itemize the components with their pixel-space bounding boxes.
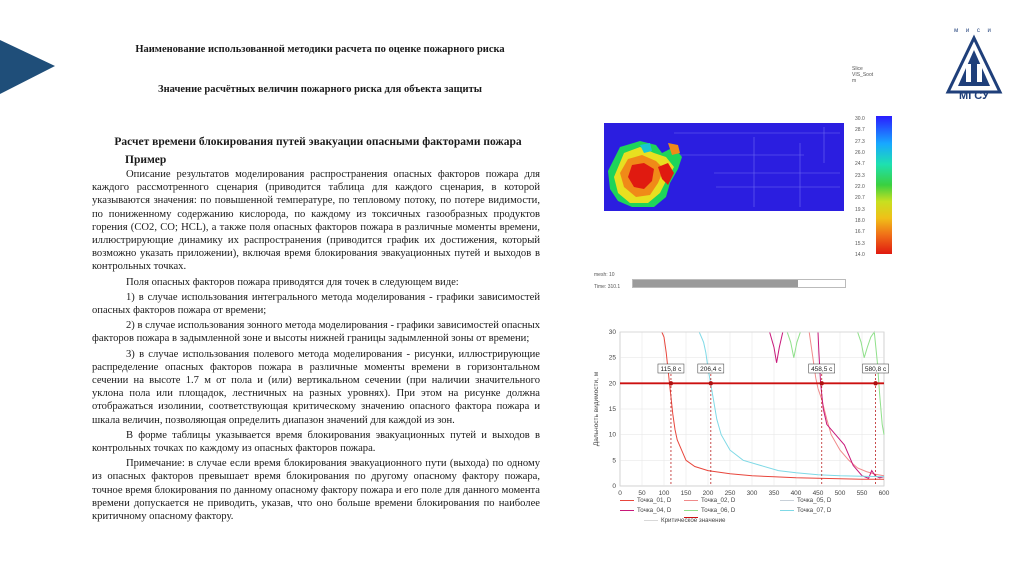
colorbar-tick: 28.7 bbox=[855, 127, 865, 134]
logo-emblem bbox=[944, 34, 1004, 96]
annotation-label: 580,8 с bbox=[864, 366, 887, 373]
legend-item bbox=[620, 497, 671, 504]
legend-label: Точка_06, D bbox=[701, 507, 736, 514]
legend-label: Точка_04, D bbox=[637, 507, 672, 514]
legend-swatch bbox=[684, 510, 698, 511]
time-label: Time: 310.1 bbox=[594, 284, 621, 290]
colorbar-tick: 23.3 bbox=[855, 172, 865, 179]
colorbar-tick: 27.3 bbox=[855, 138, 865, 145]
paragraph: Описание результатов моделирования распространения опасных факторов пожара для каждого рассмотренного сценария (приводится таблица для каждого сценария, в которой указываются значения: по повышенной температуре, по тепловому потоку, по потере видимости, по пониженному содержанию кислорода, по каждому из токсичных газообразных продуктов горения (CO2, CO; HCL), а также поля опасных факторов пожара в различные моменты времени, иллюстрирующие динамику их распространения (приводится график их достижения, который возможно указать приложении), включая время блокирования эвакуационных путей и выходов в контрольных точках. bbox=[92, 169, 540, 273]
annotation-label: 458,5 с bbox=[811, 366, 833, 373]
paragraph: Примечание: в случае если время блокирования эвакуационного пути (выхода) по одному из опасных факторов превышает время блокирования по другому опасному фактору пожара, точное время блокирования по данному опасному фактору пожара и его поле для данного момента времени допускается не приводить, указав, что оно больше времени блокирования по наиболее критичному опасному фактору. bbox=[92, 458, 540, 523]
paragraph: 2) в случае использования зонного метода моделирования - графики зависимостей опасных факторов пожара в задымленной зоне и высоты нижней границы задымленной зоны от времени; bbox=[92, 320, 540, 345]
legend-swatch bbox=[684, 500, 698, 501]
y-tick-label: 0 bbox=[612, 483, 616, 490]
legend-item bbox=[780, 497, 831, 504]
legend-swatch bbox=[620, 510, 634, 511]
x-tick-label: 600 bbox=[878, 490, 890, 497]
legend-swatch bbox=[620, 500, 634, 501]
y-tick-label: 15 bbox=[608, 406, 616, 413]
annotation-point bbox=[820, 381, 824, 385]
annotation-point bbox=[709, 381, 713, 385]
logo-top-letters: м и с и bbox=[954, 28, 994, 34]
colorbar-tick: 30.0 bbox=[855, 116, 865, 122]
legend-item bbox=[684, 497, 735, 504]
y-tick-label: 10 bbox=[608, 431, 616, 439]
colorbar-tick: 14.0 bbox=[855, 251, 865, 258]
x-tick-label: 550 bbox=[856, 490, 868, 497]
colorbar-tick: 24.7 bbox=[855, 161, 865, 168]
x-tick-label: 100 bbox=[658, 490, 670, 497]
legend-swatch bbox=[780, 500, 794, 501]
annotation-label: 206,4 с bbox=[700, 366, 722, 373]
colorbar-ticks bbox=[855, 116, 875, 258]
heading-risk-values: Значение расчётных величин пожарного риска для объекта защиты bbox=[158, 84, 482, 95]
mgsu-logo bbox=[944, 28, 1004, 106]
x-tick-label: 450 bbox=[812, 490, 824, 497]
legend-label: Точка_02, D bbox=[701, 497, 736, 504]
y-tick-label: 20 bbox=[608, 380, 616, 388]
x-tick-label: 400 bbox=[790, 490, 802, 497]
x-tick-label: 250 bbox=[724, 490, 736, 497]
sim-header-line: m bbox=[852, 78, 857, 84]
legend-item bbox=[644, 517, 725, 524]
annotation-point bbox=[669, 381, 673, 385]
paragraph: В форме таблицы указывается время блокирования эвакуационных путей и выходов в контрольных точках по каждому из опасных факторов пожара. bbox=[92, 429, 540, 455]
legend-swatch bbox=[780, 510, 794, 511]
colorbar-gradient bbox=[876, 116, 892, 254]
time-slider[interactable] bbox=[632, 279, 846, 288]
legend-item bbox=[620, 507, 671, 514]
x-tick-label: 350 bbox=[768, 490, 780, 497]
x-tick-label: 50 bbox=[638, 490, 646, 497]
colorbar-tick: 26.0 bbox=[855, 149, 865, 156]
chart-legend bbox=[620, 497, 890, 527]
colorbar-tick: 16.7 bbox=[855, 229, 865, 236]
y-tick-label: 30 bbox=[608, 329, 616, 336]
legend-swatch bbox=[684, 517, 698, 518]
colorbar-tick: 19.3 bbox=[855, 206, 865, 213]
legend-label: Точка_01, D bbox=[637, 497, 672, 504]
x-tick-label: 200 bbox=[702, 490, 714, 497]
legend-label: Точка_07, D bbox=[797, 507, 832, 514]
colorbar-tick: 15.3 bbox=[855, 240, 865, 247]
heading-example: Пример bbox=[125, 154, 167, 166]
x-tick-label: 500 bbox=[834, 490, 846, 497]
annotation-label: 115,8 с bbox=[660, 366, 682, 373]
x-tick-label: 300 bbox=[746, 490, 758, 497]
decorative-triangle bbox=[0, 0, 60, 110]
paragraph: 3) в случае использования полевого метода моделирования - рисунки, иллюстрирующие распределение опасных факторов пожара в различные моменты времени в горизонтальном сечении на высоте 1.7 м от пола и (или) вертикальном сечении (при наличии значительного уклона пола или площадок, лестничных на разных уровнях). При этом на рисунке должна отображаться изолинии, соответствующая критическому значению опасного фактора пожара и шкала величин, позволяющая определить диапазон значений для каждой из зон. bbox=[92, 348, 540, 426]
smoke-field-image bbox=[604, 123, 844, 211]
heading-blocking-time: Расчет времени блокирования путей эвакуации опасными факторами пожара bbox=[114, 136, 522, 148]
colorbar-tick: 20.7 bbox=[855, 195, 865, 202]
time-slider-fill bbox=[633, 280, 798, 287]
visibility-chart bbox=[588, 322, 888, 500]
x-tick-label: 0 bbox=[618, 490, 622, 497]
y-tick-label: 5 bbox=[612, 457, 616, 465]
colorbar-tick: 22.0 bbox=[855, 183, 865, 190]
paragraph: Поля опасных факторов пожара приводятся для точек в следующем виде: bbox=[126, 276, 459, 288]
heading-method: Наименование использованной методики расчета по оценке пожарного риска bbox=[135, 44, 505, 55]
sim-header-line: Slice bbox=[852, 66, 863, 72]
legend-item bbox=[684, 517, 701, 518]
legend-item bbox=[684, 507, 735, 514]
sim-header bbox=[852, 66, 873, 84]
legend-label: Критическое значение bbox=[661, 517, 726, 524]
y-tick-label: 25 bbox=[608, 354, 616, 362]
x-tick-label: 150 bbox=[680, 490, 692, 497]
legend-label: Точка_05, D bbox=[797, 497, 832, 504]
logo-name: МГСУ bbox=[959, 90, 989, 102]
paragraph: 1) в случае использования интегрального метода моделирования - графики зависимостей опасных факторов пожара от времени; bbox=[92, 291, 540, 317]
legend-swatch bbox=[644, 520, 658, 521]
annotation-point bbox=[873, 381, 877, 385]
colorbar-tick: 18.0 bbox=[855, 217, 865, 224]
mesh-label: mesh: 10 bbox=[594, 272, 615, 278]
body-text bbox=[92, 168, 540, 523]
chart-ylabel: Дальность видимости, м bbox=[593, 371, 600, 447]
legend-item bbox=[780, 507, 831, 514]
sim-header-line: VIS_Soot bbox=[852, 72, 874, 78]
